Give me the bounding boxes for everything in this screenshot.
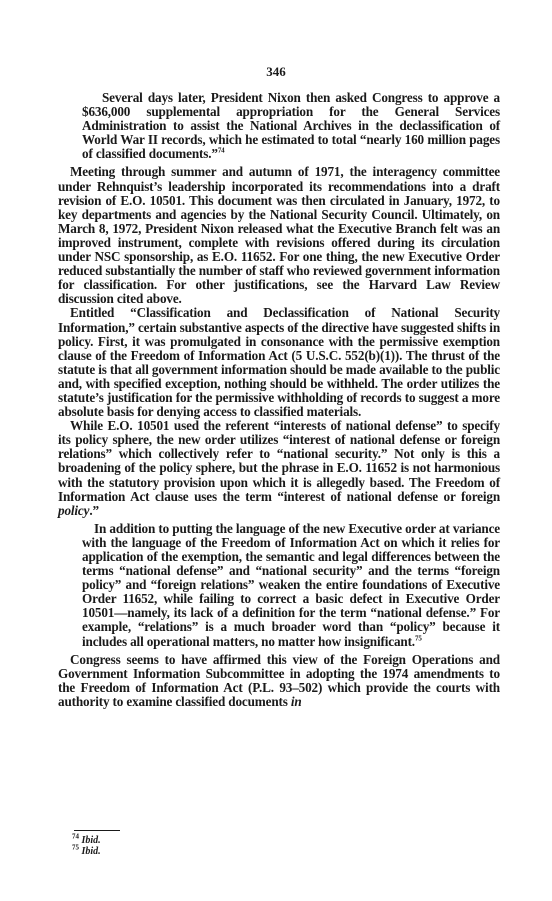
footnotes: [72, 832, 101, 857]
block-quote-nixon: [82, 91, 500, 161]
italic-in: in: [290, 693, 302, 709]
italic-policy: policy: [58, 502, 90, 518]
footnote-ref-74: 74: [217, 146, 225, 155]
footnote-divider: [74, 830, 120, 831]
paragraph-while: While E.O. 10501 used the referent “interests of national defense” to specify its policy sphere, the new order utilizes “interest of national defense or foreign relations” which collectively refer to “national security.” Not only is this a broadening of the policy sphere, but the phrase in E.O. 11652 is not harmonious with the statutory provision upon which it is allegedly based. The Freedom of Information Act clause uses the term “interest of national defense or foreign policy.”: [58, 418, 500, 518]
paragraph-meeting: Meeting through summer and autumn of 1971, the interagency committee under Rehnquist’s leadership incorporated its recommendations into a draft revision of E.O. 10501. This document was then circulated in January, 1972, to key departments and agencies by the National Security Council. Ultimately, on March 8, 1972, President Nixon released what the Executive Branch felt was an improved instrument, complete with revisions offered during its circulation under NSC sponsorship, as E.O. 11652. For one thing, the new Executive Order reduced substantially the number of staff who reviewed government information for classification. For other justifications, see the Harvard Law Review discussion cited above.: [58, 164, 500, 307]
paragraph-entitled: Entitled “Classification and Declassification of National Security Information,” certain substantive aspects of the directive have suggested shifts in policy. First, it was promulgated in consonance with the permissive exemption clause of the Freedom of Information Act (5 U.S.C. 552(b)(1)). The thrust of the statute is that all government information should be made available to the public and, with specified exception, nothing should be withheld. The order utilizes the statute’s justification for the permissive withholding of records to suggest a more absolute basis for denying access to classified materials.: [58, 305, 500, 420]
block-quote-text: Several days later, President Nixon then asked Congress to approve a $636,000 supplemental appropriation for the General Services Administration to assist the National Archives in the declassification of World War II records, which he estimated to total “nearly 160 million pages of classified documents.”: [82, 90, 500, 162]
footnote-ref-75: 75: [414, 634, 422, 643]
page-number: 346: [266, 64, 286, 79]
body-text: [58, 91, 500, 709]
paragraph-congress: Congress seems to have affirmed this view of the Foreign Operations and Government Information Subcommittee in adopting the 1974 amendments to the Freedom of Information Act (P.L. 93–502) which provide the courts with authority to examine classified documents in: [58, 651, 500, 709]
block-quote-subcommittee: [82, 522, 500, 649]
footnote-74: $^{74}$ Ibid.: [72, 832, 101, 846]
block-quote-text: In addition to putting the language of the new Executive order at variance with the language of the Freedom of Information Act on which it relies for application of the exemption, the semantic and legal differences between the terms “national defense” and “national security” and the terms “foreign policy” and “foreign relations” weaken the entire foundations of Executive Order 11652, while failing to correct a basic defect in Executive Order 10501—namely, its lack of a definition for the term “national defense.” For example, “relations” is a much broader word than “policy” because it includes all operational matters, no matter how insignificant.: [82, 520, 500, 649]
footnote-75: $^{75}$ Ibid.: [72, 843, 101, 857]
